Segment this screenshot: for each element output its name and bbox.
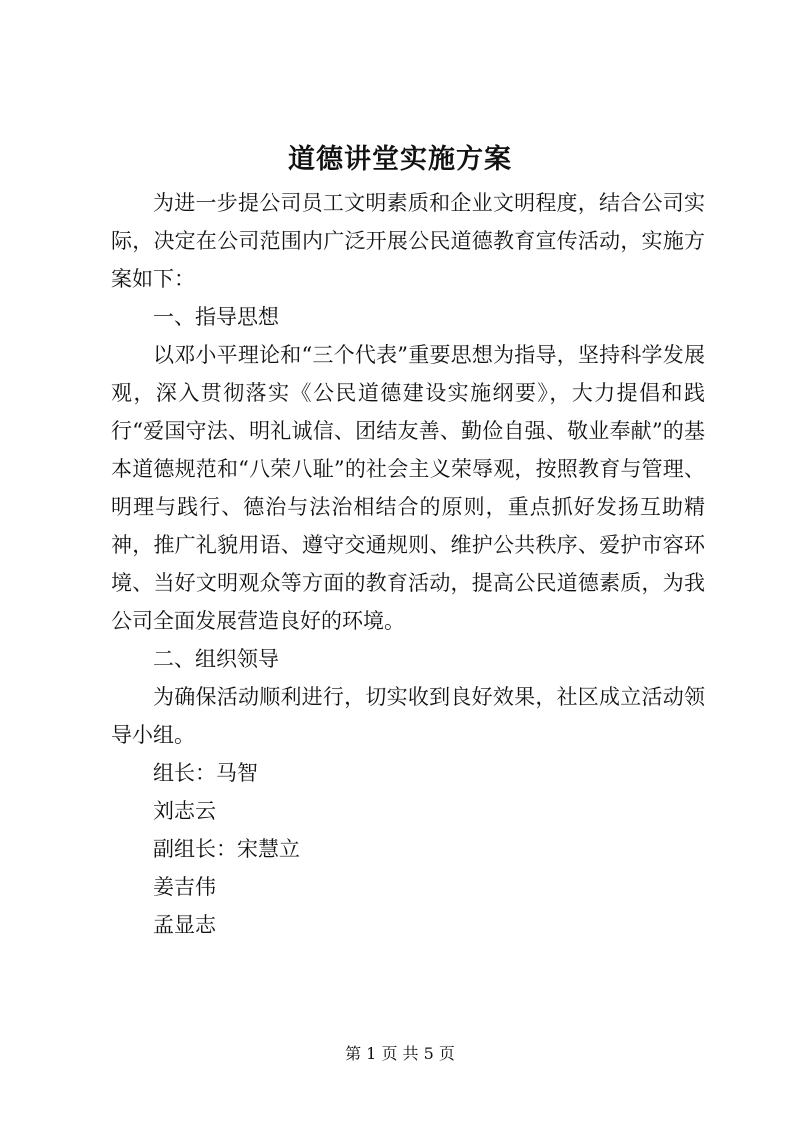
section-heading-organization: 二、组织领导: [153, 647, 279, 671]
member-line: 刘志云: [153, 799, 216, 823]
member-line: 组长：马智: [153, 761, 258, 785]
document-title: 道德讲堂实施方案: [288, 144, 512, 175]
member-line: 孟显志: [153, 913, 216, 937]
section-heading-guiding-principle: 一、指导思想: [153, 305, 279, 329]
document-body: [111, 184, 705, 944]
organization-paragraph: 为确保活动顺利进行，切实收到良好效果，社区成立活动领导小组。: [111, 685, 705, 747]
intro-paragraph: 为进一步提公司员工文明素质和企业文明程度，结合公司实际，决定在公司范围内广泛开展公民道德教育宣传活动，实施方案如下：: [111, 191, 705, 291]
member-line: 姜吉伟: [153, 875, 216, 899]
guiding-principle-paragraph: 以邓小平理论和“三个代表”重要思想为指导，坚持科学发展观，深入贯彻落实《公民道德建设实施纲要》，大力提倡和践行“爱国守法、明礼诚信、团结友善、勤俭自强、敬业奉献”的基本道德规范和“八荣八耻”的社会主义荣辱观，按照教育与管理、明理与践行、德治与法治相结合的原则，重点抓好发扬互助精神，推广礼貌用语、遵守交通规则、维护公共秩序、爱护市容环境、当好文明观众等方面的教育活动，提高公民道德素质，为我公司全面发展营造良好的环境。: [111, 343, 705, 633]
page-number-footer: 第 1 页 共 5 页: [345, 1044, 455, 1063]
member-line: 副组长：宋慧立: [153, 837, 300, 861]
